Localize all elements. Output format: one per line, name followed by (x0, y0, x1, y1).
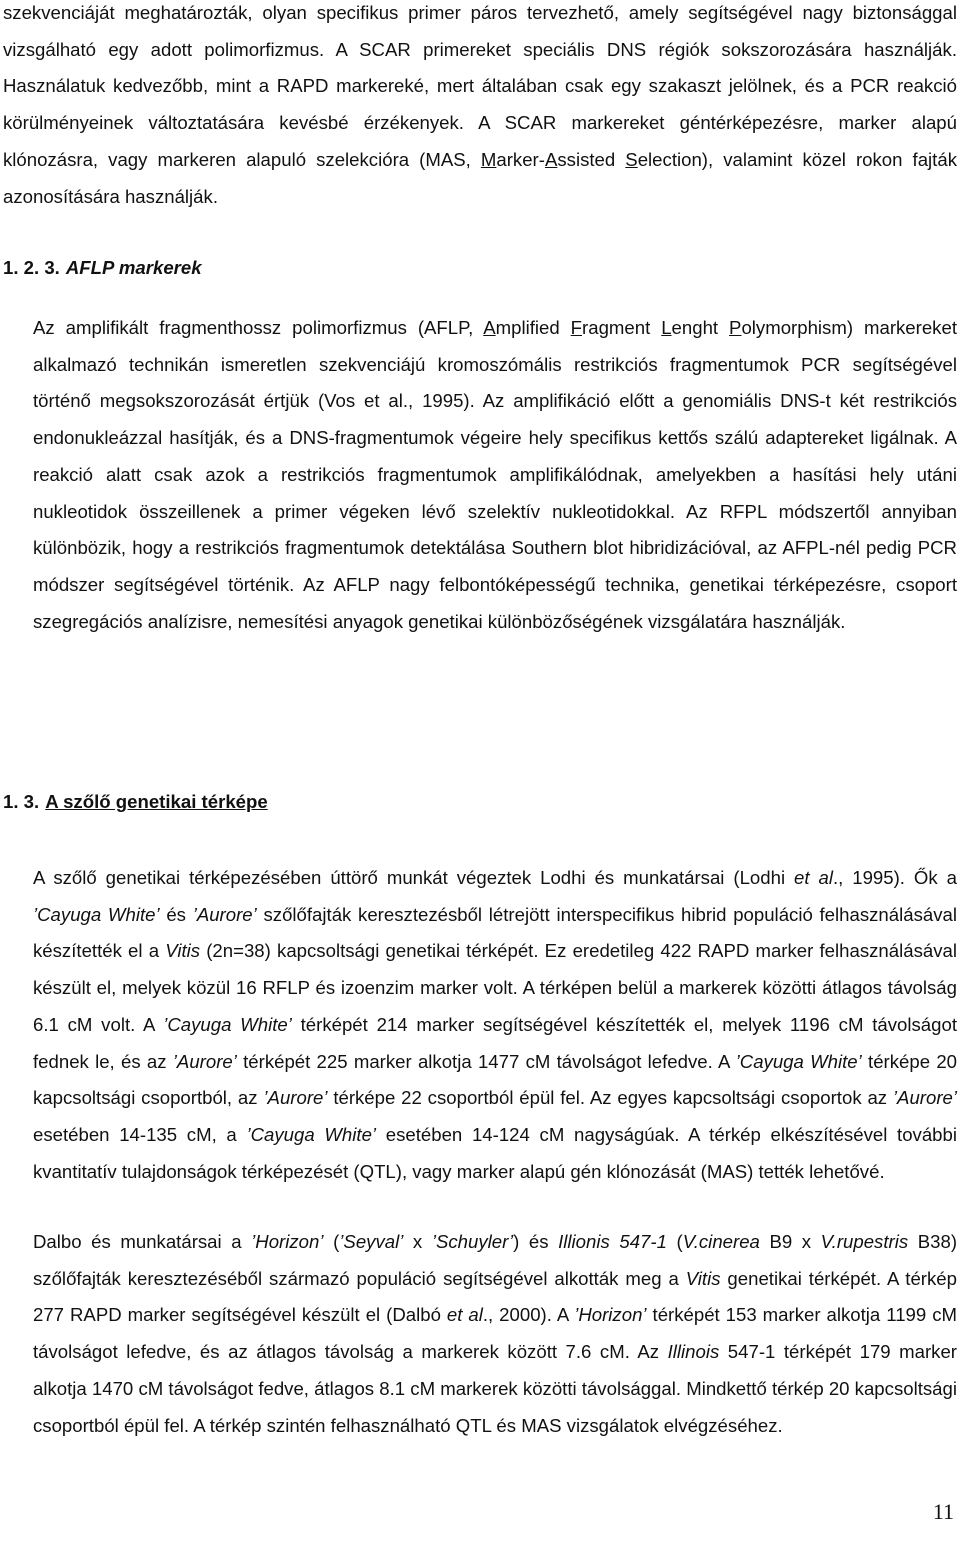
paragraph-scar: szekvenciáját meghatározták, olyan specifikus primer páros tervezhető, amely segítségével nagy biztonsággal vizsgálható egy adott polimorfizmus. A SCAR primereket speciális DNS régiók sokszorozására használják. Használatuk kedvezőbb, mint a RAPD markereké, mert általában csak egy szakaszt jelölnek, és a PCR reakció körülményeinek változtatására kevésbé érzékenyek. A SCAR markereket géntérképezésre, marker alapú klónozásra, vagy markeren alapuló szelekcióra (MAS, Marker-Assisted Selection), valamint közel rokon fajták azonosítására használják. (3, 2, 957, 207)
section-title: A szőlő genetikai térképe (45, 791, 268, 812)
section-title: AFLP markerek (65, 257, 202, 278)
section-heading-aflp (3, 256, 202, 280)
paragraph-dalbo: Dalbo és munkatársai a ’Horizon’ (’Seyval’ x ’Schuyler’) és Illionis 547-1 (V.cinerea B9 x V.rupestris B38) szőlőfajták keresztezéséből származó populáció segítségével alkották meg a Vitis genetikai térképét. A térkép 277 RAPD marker segítségével készült el (Dalbó et al., 2000). A ’Horizon’ térképét 153 marker alkotja 1199 cM távolságot lefedve, és az átlagos távolság a markerek között 7.6 cM. Az Illinois 547-1 térképét 179 marker alkotja 1470 cM távolságot fedve, átlagos 8.1 cM markerek közötti távolsággal. Mindkettő térkép 20 kapcsoltsági csoportból épül fel. A térkép szintén felhasználható QTL és MAS vizsgálatok elvégzéséhez. (33, 1231, 958, 1436)
section-number: 1. 3. (3, 791, 40, 812)
section-number: 1. 2. 3. (3, 257, 60, 278)
page-number: 11 (932, 1499, 954, 1524)
paragraph-lodhi: A szőlő genetikai térképezésében úttörő munkát végeztek Lodhi és munkatársai (Lodhi et al., 1995). Ők a ’Cayuga White’ és ’Aurore’ szőlőfajták keresztezésből létrejött interspecifikus hibrid populáció felhasználásával készítették el a Vitis (2n=38) kapcsoltsági genetikai térképét. Ez eredetileg 422 RAPD marker felhasználásával készült el, melyek közül 16 RFLP és izoenzim marker volt. A térképen belül a markerek közötti átlagos távolság 6.1 cM volt. A ’Cayuga White’ térképét 214 marker segítségével készítették el, melyek 1196 cM távolságot fednek le, és az ’Aurore’ térképét 225 marker alkotja 1477 cM távolságot lefedve. A ’Cayuga White’ térképe 20 kapcsoltsági csoportból, az ’Aurore’ térképe 22 csoportból épül fel. Az egyes kapcsoltsági csoportok az ’Aurore’ esetében 14-135 cM, a ’Cayuga White’ esetében 14-124 cM nagyságúak. A térkép elkészítésével további kvantitatív tulajdonságok térképezését (QTL), vagy marker alapú gén klónozását (MAS) tették lehetővé. (33, 867, 957, 1182)
section-heading-grape-map (3, 790, 268, 814)
paragraph-aflp: Az amplifikált fragmenthossz polimorfizmus (AFLP, Amplified Fragment Lenght Polymorphism) markereket alkalmazó technikán ismeretlen szekvenciájú kromoszómális restrikciós fragmentumok PCR segítségével történő megsokszorozását értjük (Vos et al., 1995). Az amplifikáció előtt a genomiális DNS-t két restrikciós endonukleázzal hasítják, és a DNS-fragmentumok végeire hely specifikus kettős szálú adaptereket ligálnak. A reakció alatt csak azok a restrikciós fragmentumok amplifikálódnak, amelyekben a hasítási hely utáni nukleotidok összeillenek a primer végeken lévő szelektív nukleotidokkal. Az RFPL módszertől annyiban különbözik, hogy a restrikciós fragmentumok detektálása Southern blot hibridizációval, az AFPL-nél pedig PCR módszer segítségével történik. Az AFLP nagy felbontóképességű technika, genetikai térképezésre, csoport szegregációs analízisre, nemesítési anyagok genetikai különbözőségének vizsgálatára használják. (33, 317, 957, 632)
